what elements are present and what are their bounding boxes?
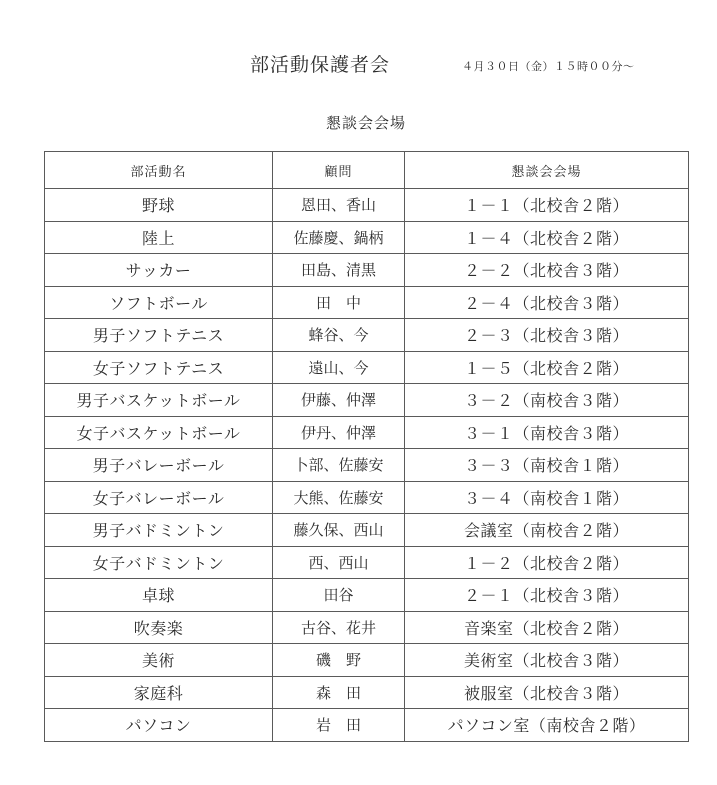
venue-cell: パソコン室（南校舎２階） [405,709,689,742]
table-row [45,351,689,384]
advisor-cell: 藤久保、西山 [273,514,405,547]
meeting-datetime: ４月３０日（金）１５時００分～ [462,60,635,73]
club-name-cell: 女子ソフトテニス [45,351,273,384]
venue-cell: ３－４（南校舎１階） [405,481,689,514]
table-row [45,709,689,742]
advisor-cell: 岩 田 [273,709,405,742]
club-name-cell: 吹奏楽 [45,611,273,644]
column-header-venue: 懇談会会場 [405,152,689,189]
club-name-cell: 野球 [45,189,273,222]
advisor-cell: 遠山、今 [273,351,405,384]
advisor-cell: 卜部、佐藤安 [273,449,405,482]
club-name-cell: 男子バドミントン [45,514,273,547]
club-name-cell: 美術 [45,644,273,677]
club-name-cell: 女子バスケットボール [45,416,273,449]
advisor-cell: 田 中 [273,286,405,319]
venue-cell: ２－４（北校舎３階） [405,286,689,319]
advisor-cell: 恩田、香山 [273,189,405,222]
table-row [45,189,689,222]
advisor-cell: 伊丹、仲澤 [273,416,405,449]
venue-cell: ３－３（南校舎１階） [405,449,689,482]
advisor-cell: 伊藤、仲澤 [273,384,405,417]
club-name-cell: 男子バスケットボール [45,384,273,417]
club-name-cell: 卓球 [45,579,273,612]
club-name-cell: 家庭科 [45,676,273,709]
table-row [45,644,689,677]
advisor-cell: 森 田 [273,676,405,709]
table-row [45,546,689,579]
venue-cell: ２－３（北校舎３階） [405,319,689,352]
club-name-cell: 女子バドミントン [45,546,273,579]
advisor-cell: 磯 野 [273,644,405,677]
table-row [45,286,689,319]
club-name-cell: 男子バレーボール [45,449,273,482]
section-subtitle: 懇談会会場 [326,114,407,132]
column-header-club: 部活動名 [45,152,273,189]
venue-cell: １－５（北校舎２階） [405,351,689,384]
club-name-cell: ソフトボール [45,286,273,319]
advisor-cell: 大熊、佐藤安 [273,481,405,514]
venue-cell: ３－２（南校舎３階） [405,384,689,417]
table-row [45,611,689,644]
advisor-cell: 古谷、花井 [273,611,405,644]
club-name-cell: 陸上 [45,221,273,254]
advisor-cell: 西、西山 [273,546,405,579]
advisor-cell: 田谷 [273,579,405,612]
table-row [45,579,689,612]
club-name-cell: サッカー [45,254,273,287]
page-title: 部活動保護者会 [250,54,391,76]
table-row [45,481,689,514]
table-row [45,514,689,547]
table-row [45,254,689,287]
venue-cell: ３－１（南校舎３階） [405,416,689,449]
venue-cell: １－１（北校舎２階） [405,189,689,222]
table-row [45,416,689,449]
club-name-cell: パソコン [45,709,273,742]
venue-cell: １－２（北校舎２階） [405,546,689,579]
table-row [45,319,689,352]
advisor-cell: 蜂谷、今 [273,319,405,352]
advisor-cell: 佐藤慶、鍋柄 [273,221,405,254]
club-name-cell: 男子ソフトテニス [45,319,273,352]
table-row [45,384,689,417]
venue-cell: ２－１（北校舎３階） [405,579,689,612]
venue-cell: １－４（北校舎２階） [405,221,689,254]
venue-cell: 音楽室（北校舎２階） [405,611,689,644]
venue-cell: ２－２（北校舎３階） [405,254,689,287]
venue-cell: 美術室（北校舎３階） [405,644,689,677]
table-header-row [45,152,689,189]
venue-cell: 会議室（南校舎２階） [405,514,689,547]
table-row [45,449,689,482]
venue-table [44,151,689,742]
club-name-cell: 女子バレーボール [45,481,273,514]
column-header-advisor: 顧問 [273,152,405,189]
table-row [45,221,689,254]
table-row [45,676,689,709]
venue-cell: 被服室（北校舎３階） [405,676,689,709]
advisor-cell: 田島、清黒 [273,254,405,287]
